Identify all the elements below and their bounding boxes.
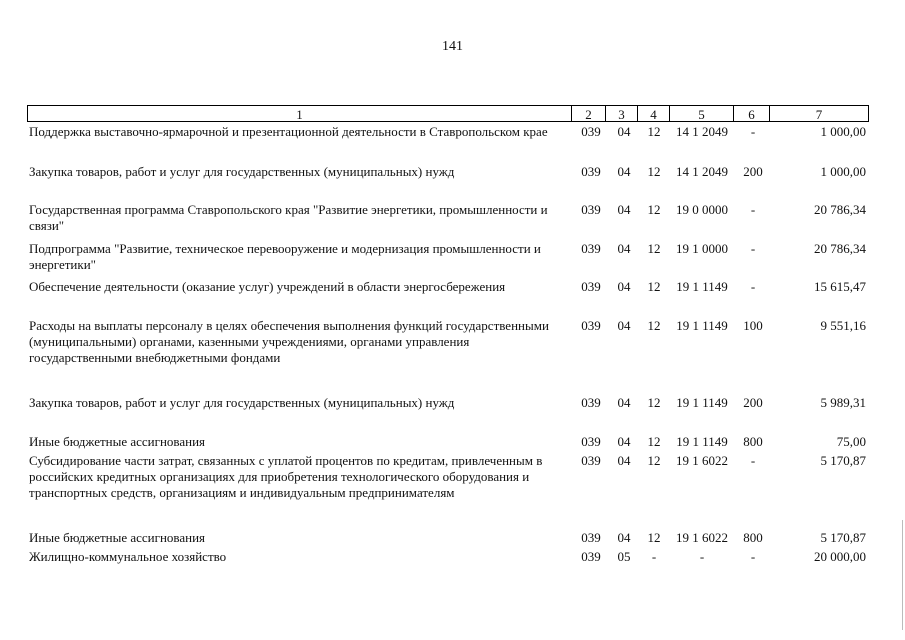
row-col-6: - bbox=[750, 453, 756, 468]
row-col-4: 12 bbox=[647, 241, 661, 256]
row-col-3: 04 bbox=[617, 530, 631, 545]
row-col-2: 039 bbox=[581, 202, 601, 217]
row-col-6: 200 bbox=[743, 164, 763, 179]
header-col-3: 3 bbox=[605, 105, 637, 122]
row-col-2: 039 bbox=[581, 241, 601, 256]
row-col-2: 039 bbox=[581, 279, 601, 294]
row-col-6: 200 bbox=[743, 395, 763, 410]
row-col-6: - bbox=[750, 202, 756, 217]
row-col-5: 19 1 6022 bbox=[676, 530, 728, 545]
row-col-6: - bbox=[750, 279, 756, 294]
row-col-6: 800 bbox=[743, 530, 763, 545]
row-col-4: 12 bbox=[647, 318, 661, 333]
row-description: Расходы на выплаты персоналу в целях обеспечения выполнения функций государственными (муниципальными) органами, казенными учреждениями, органами управления государственными внебюджетными фондами bbox=[29, 318, 549, 365]
row-description: Иные бюджетные ассигнования bbox=[29, 530, 206, 545]
row-col-3: 04 bbox=[617, 241, 631, 256]
row-col-7: 9 551,16 bbox=[820, 318, 866, 333]
row-description: Иные бюджетные ассигнования bbox=[29, 434, 206, 449]
row-col-5: 19 1 6022 bbox=[676, 453, 728, 468]
row-col-5: 19 1 1149 bbox=[676, 434, 728, 449]
row-col-4: 12 bbox=[647, 279, 661, 294]
row-col-4: 12 bbox=[647, 530, 661, 545]
row-col-5: 19 1 0000 bbox=[676, 241, 728, 256]
header-col-5: 5 bbox=[669, 105, 733, 122]
row-description: Обеспечение деятельности (оказание услуг) учреждений в области энергосбережения bbox=[29, 279, 506, 294]
row-col-4: 12 bbox=[647, 395, 661, 410]
row-col-6: 800 bbox=[743, 434, 763, 449]
row-description: Жилищно-коммунальное хозяйство bbox=[29, 549, 227, 564]
row-description: Подпрограмма "Развитие, техническое перевооружение и модернизация промышленности и энергетики" bbox=[29, 241, 541, 272]
header-col-4: 4 bbox=[637, 105, 669, 122]
row-col-3: 04 bbox=[617, 279, 631, 294]
row-col-6: - bbox=[750, 549, 756, 564]
row-description: Поддержка выставочно-ярмарочной и презентационной деятельности в Ставропольском крае bbox=[29, 124, 548, 139]
row-col-6: - bbox=[750, 124, 756, 139]
row-col-3: 04 bbox=[617, 164, 631, 179]
header-col-2: 2 bbox=[571, 105, 605, 122]
row-col-5: 14 1 2049 bbox=[676, 124, 728, 139]
row-col-5: 19 1 1149 bbox=[676, 395, 728, 410]
row-description: Закупка товаров, работ и услуг для государственных (муниципальных) нужд bbox=[29, 395, 455, 410]
row-col-3: 04 bbox=[617, 453, 631, 468]
row-col-7: 1 000,00 bbox=[820, 164, 866, 179]
row-col-3: 05 bbox=[617, 549, 631, 564]
row-col-4: 12 bbox=[647, 202, 661, 217]
row-col-4: - bbox=[651, 549, 657, 564]
row-col-4: 12 bbox=[647, 434, 661, 449]
row-col-2: 039 bbox=[581, 434, 601, 449]
row-col-5: 14 1 2049 bbox=[676, 164, 728, 179]
row-col-7: 20 786,34 bbox=[814, 241, 866, 256]
header-col-6: 6 bbox=[733, 105, 769, 122]
row-col-2: 039 bbox=[581, 395, 601, 410]
scan-edge-line bbox=[902, 520, 903, 630]
row-col-3: 04 bbox=[617, 395, 631, 410]
row-col-2: 039 bbox=[581, 164, 601, 179]
row-col-2: 039 bbox=[581, 530, 601, 545]
row-description: Закупка товаров, работ и услуг для государственных (муниципальных) нужд bbox=[29, 164, 455, 179]
row-col-7: 5 170,87 bbox=[820, 530, 866, 545]
row-col-4: 12 bbox=[647, 453, 661, 468]
row-col-6: 100 bbox=[743, 318, 763, 333]
page-number: 141 bbox=[442, 39, 463, 54]
row-col-7: 75,00 bbox=[836, 434, 866, 449]
row-col-7: 5 170,87 bbox=[820, 453, 866, 468]
row-col-5: 19 1 1149 bbox=[676, 279, 728, 294]
row-col-6: - bbox=[750, 241, 756, 256]
row-col-4: 12 bbox=[647, 124, 661, 139]
row-col-3: 04 bbox=[617, 202, 631, 217]
row-col-2: 039 bbox=[581, 549, 601, 564]
row-col-7: 1 000,00 bbox=[820, 124, 866, 139]
header-col-7: 7 bbox=[769, 105, 869, 122]
row-col-2: 039 bbox=[581, 318, 601, 333]
row-col-7: 15 615,47 bbox=[814, 279, 866, 294]
row-col-2: 039 bbox=[581, 453, 601, 468]
row-col-7: 20 000,00 bbox=[814, 549, 866, 564]
row-col-5: 19 1 1149 bbox=[676, 318, 728, 333]
row-col-3: 04 bbox=[617, 318, 631, 333]
row-col-2: 039 bbox=[581, 124, 601, 139]
row-col-7: 5 989,31 bbox=[820, 395, 866, 410]
header-col-1: 1 bbox=[27, 105, 571, 122]
row-col-5: - bbox=[699, 549, 705, 564]
row-col-3: 04 bbox=[617, 434, 631, 449]
row-col-4: 12 bbox=[647, 164, 661, 179]
row-col-7: 20 786,34 bbox=[814, 202, 866, 217]
row-col-5: 19 0 0000 bbox=[676, 202, 728, 217]
row-col-3: 04 bbox=[617, 124, 631, 139]
row-description: Субсидирование части затрат, связанных с уплатой процентов по кредитам, привлеченным в российских кредитных организациях для приобретения технологического оборудования и транспортных средств, организациям и индивидуальным предпринимателям bbox=[29, 453, 543, 500]
row-description: Государственная программа Ставропольского края "Развитие энергетики, промышленности и связи" bbox=[29, 202, 548, 233]
